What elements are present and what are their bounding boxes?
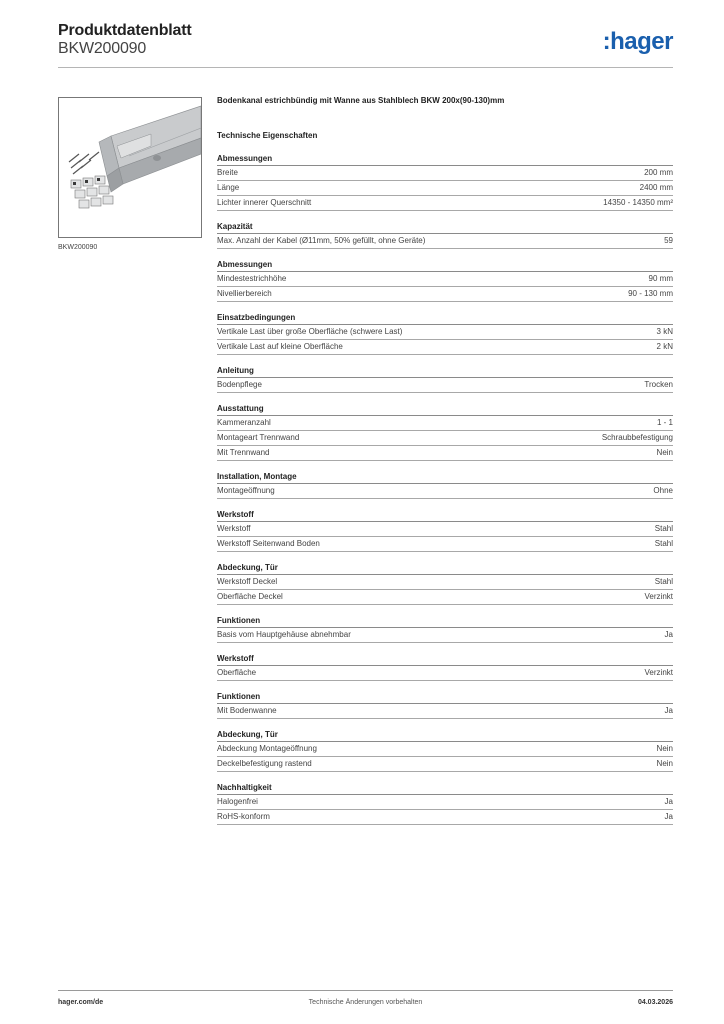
- spec-groups: [217, 152, 673, 825]
- spec-group-title: Einsatzbedingungen: [217, 311, 673, 325]
- spec-row: [217, 181, 673, 196]
- spec-label: Montageöffnung: [217, 486, 275, 495]
- spec-group: [217, 470, 673, 499]
- spec-value: Stahl: [654, 524, 673, 533]
- spec-group: [217, 614, 673, 643]
- spec-group-title: Kapazität: [217, 220, 673, 234]
- spec-group: [217, 508, 673, 552]
- spec-label: Max. Anzahl der Kabel (Ø11mm, 50% gefüllt, ohne Geräte): [217, 236, 426, 245]
- spec-value: Verzinkt: [644, 592, 673, 601]
- spec-group-title: Abmessungen: [217, 152, 673, 166]
- spec-row: [217, 234, 673, 249]
- technical-properties-heading: Technische Eigenschaften: [217, 131, 318, 140]
- spec-label: Mindestestrichhöhe: [217, 274, 287, 283]
- footer-note: Technische Änderungen vorbehalten: [308, 999, 423, 1006]
- spec-label: Werkstoff Seitenwand Boden: [217, 539, 320, 548]
- spec-row: [217, 272, 673, 287]
- product-code: BKW200090: [58, 40, 147, 57]
- spec-group: [217, 402, 673, 461]
- spec-label: Lichter innerer Querschnitt: [217, 198, 312, 207]
- spec-value: 200 mm: [644, 168, 673, 177]
- spec-group: [217, 728, 673, 772]
- spec-label: Oberfläche: [217, 668, 257, 677]
- spec-group-title: Anleitung: [217, 364, 673, 378]
- spec-group-title: Nachhaltigkeit: [217, 781, 673, 795]
- spec-value: Verzinkt: [644, 668, 673, 677]
- spec-label: Basis vom Hauptgehäuse abnehmbar: [217, 630, 351, 639]
- product-title: Bodenkanal estrichbündig mit Wanne aus Stahlblech BKW 200x(90-130)mm: [217, 96, 505, 105]
- spec-value: Nein: [656, 744, 673, 753]
- spec-content: [217, 94, 673, 825]
- image-caption: BKW200090: [58, 244, 98, 251]
- spec-row: [217, 416, 673, 431]
- spec-label: Montageart Trennwand: [217, 433, 300, 442]
- spec-label: Werkstoff: [217, 524, 251, 533]
- spec-label: RoHS-konform: [217, 812, 270, 821]
- spec-group-title: Ausstattung: [217, 402, 673, 416]
- spec-row: [217, 431, 673, 446]
- spec-row: [217, 378, 673, 393]
- spec-group-title: Installation, Montage: [217, 470, 673, 484]
- spec-label: Deckelbefestigung rastend: [217, 759, 312, 768]
- spec-value: 90 - 130 mm: [628, 289, 673, 298]
- floor-duct-product-photo-icon: [59, 98, 201, 237]
- spec-row: [217, 575, 673, 590]
- spec-group-title: Abdeckung, Tür: [217, 728, 673, 742]
- spec-group: [217, 561, 673, 605]
- spec-group-title: Werkstoff: [217, 508, 673, 522]
- spec-value: 2 kN: [656, 342, 673, 351]
- spec-row: [217, 810, 673, 825]
- spec-row: [217, 795, 673, 810]
- spec-row: [217, 704, 673, 719]
- spec-group: [217, 652, 673, 681]
- spec-value: Stahl: [654, 539, 673, 548]
- spec-group-title: Funktionen: [217, 614, 673, 628]
- spec-value: Ja: [664, 797, 673, 806]
- spec-row: [217, 522, 673, 537]
- spec-label: Vertikale Last über große Oberfläche (schwere Last): [217, 327, 403, 336]
- spec-value: Ohne: [653, 486, 673, 495]
- product-image: [58, 97, 202, 238]
- spec-label: Vertikale Last auf kleine Oberfläche: [217, 342, 343, 351]
- spec-value: 2400 mm: [639, 183, 673, 192]
- spec-label: Länge: [217, 183, 240, 192]
- spec-row: [217, 742, 673, 757]
- spec-value: Schraubbefestigung: [601, 433, 673, 442]
- spec-group: [217, 690, 673, 719]
- spec-row: [217, 166, 673, 181]
- spec-value: Ja: [664, 706, 673, 715]
- spec-value: 59: [664, 236, 673, 245]
- spec-value: 14350 - 14350 mm²: [603, 198, 673, 207]
- spec-label: Oberfläche Deckel: [217, 592, 283, 601]
- spec-label: Mit Trennwand: [217, 448, 270, 457]
- spec-label: Bodenpflege: [217, 380, 262, 389]
- spec-label: Kammeranzahl: [217, 418, 271, 427]
- spec-row: [217, 666, 673, 681]
- spec-row: [217, 287, 673, 302]
- page-footer: [58, 990, 673, 1012]
- document-title: Produktdatenblatt: [58, 22, 192, 39]
- spec-label: Breite: [217, 168, 238, 177]
- spec-label: Halogenfrei: [217, 797, 258, 806]
- spec-value: Ja: [664, 812, 673, 821]
- spec-group-title: Abmessungen: [217, 258, 673, 272]
- spec-label: Werkstoff Deckel: [217, 577, 278, 586]
- spec-group-title: Funktionen: [217, 690, 673, 704]
- spec-group-title: Werkstoff: [217, 652, 673, 666]
- hager-logo: :hager: [602, 28, 673, 55]
- spec-label: Abdeckung Montageöffnung: [217, 744, 317, 753]
- spec-value: Nein: [656, 759, 673, 768]
- spec-group: [217, 258, 673, 302]
- page-header: [58, 22, 673, 68]
- spec-row: [217, 196, 673, 211]
- spec-value: 1 - 1: [656, 418, 673, 427]
- spec-row: [217, 446, 673, 461]
- spec-group: [217, 781, 673, 825]
- spec-row: [217, 537, 673, 552]
- spec-row: [217, 628, 673, 643]
- spec-value: Ja: [664, 630, 673, 639]
- spec-label: Mit Bodenwanne: [217, 706, 277, 715]
- spec-row: [217, 757, 673, 772]
- spec-value: 3 kN: [656, 327, 673, 336]
- footer-url: hager.com/de: [58, 999, 104, 1006]
- spec-row: [217, 484, 673, 499]
- spec-value: Trocken: [644, 380, 673, 389]
- spec-value: 90 mm: [648, 274, 673, 283]
- spec-label: Nivellierbereich: [217, 289, 272, 298]
- spec-row: [217, 590, 673, 605]
- spec-group: [217, 311, 673, 355]
- spec-group: [217, 220, 673, 249]
- footer-date: 04.03.2026: [637, 999, 673, 1006]
- spec-group: [217, 152, 673, 211]
- spec-group: [217, 364, 673, 393]
- spec-value: Nein: [656, 448, 673, 457]
- spec-row: [217, 340, 673, 355]
- spec-group-title: Abdeckung, Tür: [217, 561, 673, 575]
- spec-value: Stahl: [654, 577, 673, 586]
- spec-row: [217, 325, 673, 340]
